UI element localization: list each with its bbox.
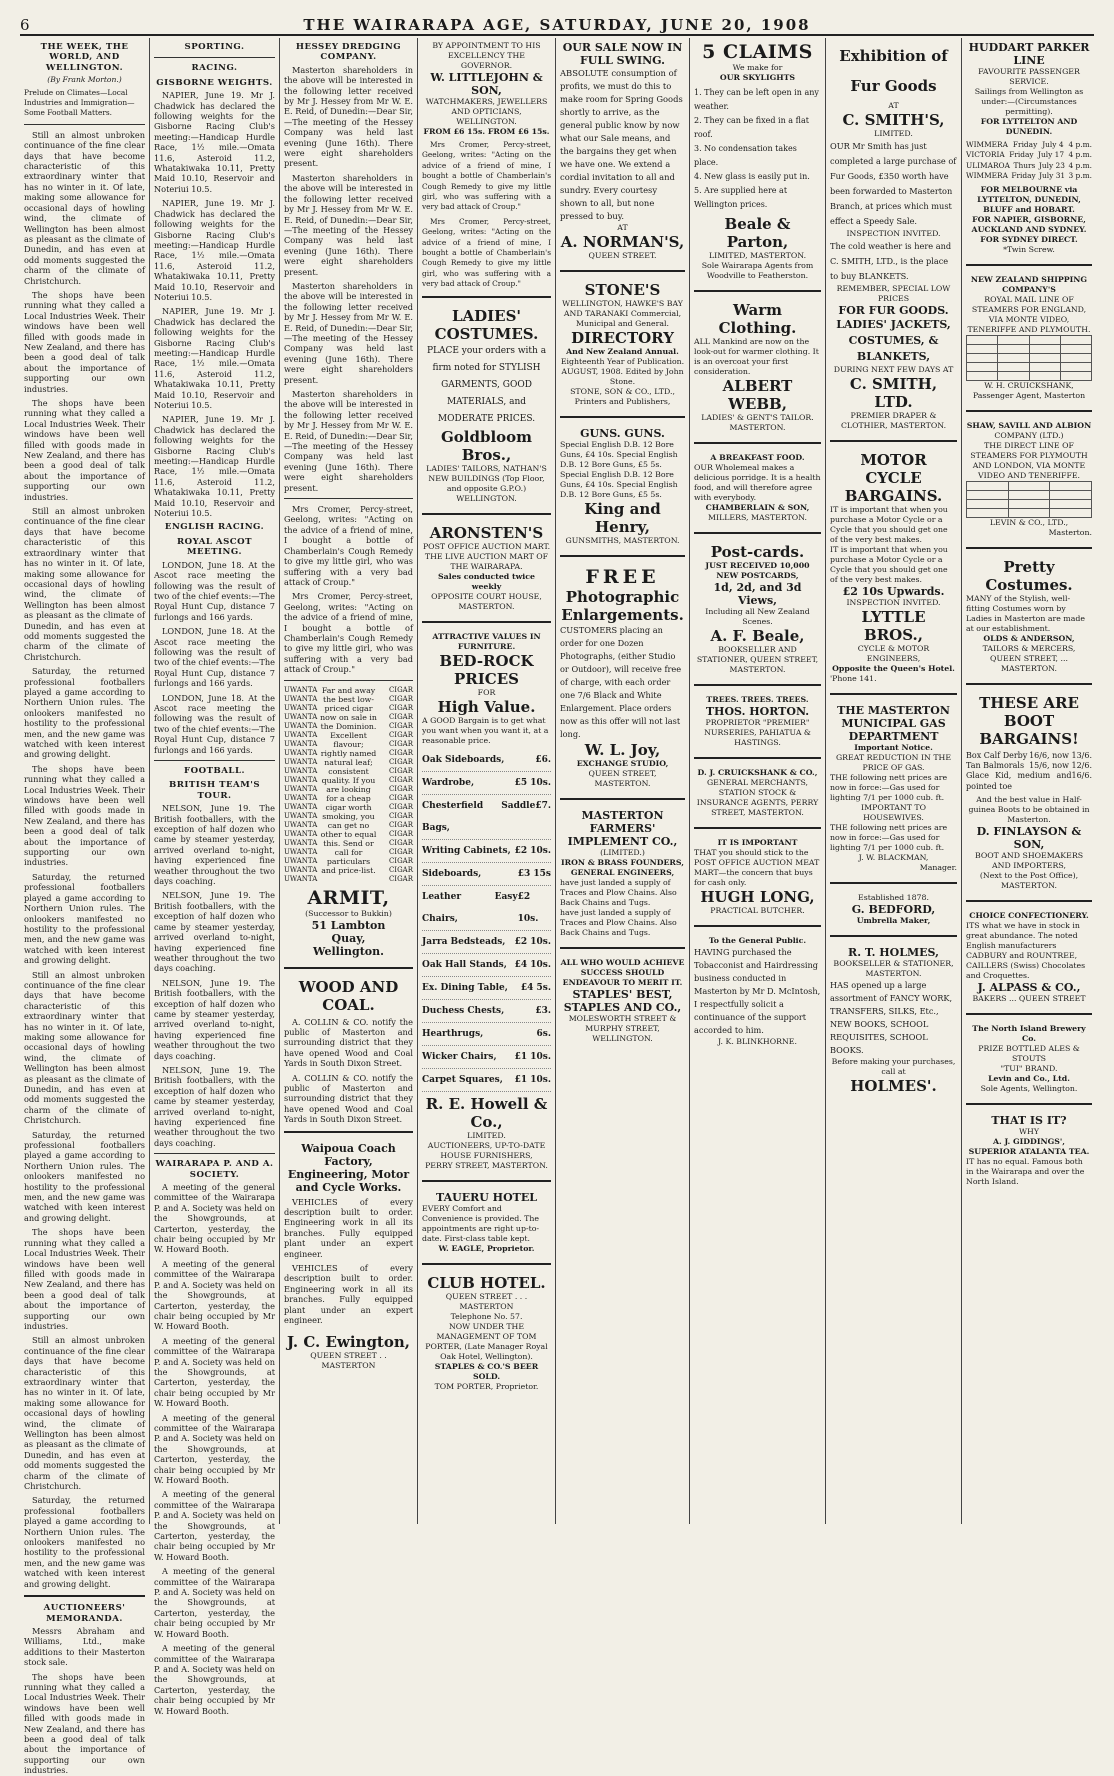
furniture-price: 6s.	[536, 1028, 551, 1039]
article-paragraph: Mrs Cromer, Percy-street, Geelong, writes: "Acting on the advice of a friend of mine, I bought a bottle of Chamberlain's Cough Remedy to give my little girl, who was suffering with a very bad attack of Croup."	[284, 591, 413, 675]
section-heading: AUCTIONEERS' MEMORANDA.	[43, 1603, 126, 1624]
column-7	[826, 38, 962, 1524]
furniture-price: £1 10s.	[514, 1051, 551, 1062]
claim-item: 3. No condensation takes place.	[694, 144, 797, 167]
sailing-date: July 4	[1042, 140, 1064, 149]
farmers-implement-advert: MASTERTON FARMERS' IMPLEMENT CO., (LIMITED.) IRON & BRASS FOUNDERS, GENERAL ENGINEERS, have just landed a supply of Traces and Plow Chains. Also Back Chains and Tugs. have just landed a supply of Traces and Plow Chains. Also Back Chains and Tugs.	[560, 809, 684, 937]
ewington-name: J. C. Ewington,	[287, 1332, 410, 1351]
column-6: 5 CLAIMS We make for OUR SKYLIGHTS 1. They can be left open in any weather. 2. They can be fixed in a flat roof. 3. No condensation takes place. 4. New glass is easily put in. 5. Are supplied here at Wellington prices. Beale & Parton, LIMITED, MASTERTON. Sole Wairarapa Agents from Woodville to Featherston. Warm Clothing. ALL Mankind are now on the look-out for warmer clothing. It is an overcoat your first consideration. ALBERT WEBB, LADIES' & GENT'S TAILOR. MASTERTON. A BREAKFAST FOOD. OUR Wholemeal makes a delicious porridge. It is a health food, and will therefore agree with everybody. CHAMBERLAIN & SON, MILLERS, MASTERTON. Post-cards. JUST RECEIVED 10,000 NEW POSTCARDS, 1d, 2d, and 3d Views, Including all New Zealand Scenes. A. F. Beale, BOOKSELLER AND STATIONER, QUEEN STREET, MASTERTON. TREES. TREES. TREES. THOS. HORTON. PROPRIETOR "PREMIER" NURSERIES, PAHIATUA & HASTINGS. D. J. CRUICKSHANK & CO., GENERAL MERCHANTS, STATION STOCK & INSURANCE AGENTS, PERRY STREET, MASTERTON. IT IS IMPORTANT THAT you should stick to the POST OFFICE AUCTION MEAT MART—the concern that buys for cash only. HUGH LONG, PRACTICAL BUTCHER. To the General Public. HAVING purchased the Tobacconist and Hairdressing business conducted in Masterton by Mr D. McIntosh, I respectfully solicit a continuance of the support accorded to him. J. K. BLINKHORNE.	[690, 38, 826, 1524]
lyttle-motor-advert: MOTOR CYCLE BARGAINS. IT is important that when you purchase a Motor Cycle or a Cycle that you should get one of the very best makes. IT is important that when you purchase a Motor Cycle or a Cycle that you should get one of the very best makes. £2 10s Upwards. INSPECTION INVITED. LYTTLE BROS., CYCLE & MOTOR ENGINEERS, Opposite the Queen's Hotel. 'Phone 141.	[830, 451, 955, 683]
stone-directory-advert: STONE'S WELLINGTON, HAWKE'S BAY AND TARANAKI Commercial, Municipal and General. DIRECTORY And New Zealand Annual. Eighteenth Year of Publication. AUGUST, 1908. Edited by John Stone. STONE, SON & CO., LTD., Printers and Publishers,	[560, 281, 685, 406]
furniture-price-row	[422, 1000, 551, 1023]
sailing-ship: WIMMERA	[966, 140, 1008, 149]
brewery-advert: The North Island Brewery Co. PRIZE BOTTLED ALES & STOUTS "TUI" BRAND. Levin and Co., Ltd. Sole Agents, Wellington.	[972, 1024, 1086, 1094]
article-paragraph: Mrs Cromer, Percy-street, Geelong, writes: "Acting on the advice of a friend of mine, I bought a bottle of Chamberlain's Cough Remedy to give my little girl, who was suffering with a very bad attack of Croup."	[284, 504, 413, 587]
sailing-time: 3 p.m.	[1068, 171, 1092, 181]
article-paragraph: A. COLLIN & CO. notify the public of Masterton and surrounding district that they have opened Wood and Coal Yards in South Dixon Street.	[284, 1072, 413, 1125]
finlayson-advert: THESE ARE BOOT BARGAINS!	[979, 693, 1079, 748]
nz-shipping-advert: NEW ZEALAND SHIPPING COMPANY'S ROYAL MAIL LINE OF STEAMERS FOR ENGLAND, VIA MONTE VIDEO, TENERIFFE AND PLYMOUTH. W. H. CRUICKSHANK, Passenger Agent, Masterton	[967, 274, 1091, 400]
column-8: HUDDART PARKER LINE FAVOURITE PASSENGER SERVICE. Sailings from Wellington as under:—(Circumstances permitting). FOR LYTTELTON AND DUNEDIN. WIMMERA Friday July 4 4 p.m. VICTORIA Friday July 17 4 p.m. ULIMAROA Thurs July 23 4 p.m. WIMMERA Friday July 31 3 p.m. FOR MELBOURNE via LYTTELTON, DUNEDIN, BLUFF and HOBART. FOR NAPIER, GISBORNE, AUCKLAND AND SYDNEY. FOR SYDNEY DIRECT. *Twin Screw. NEW ZEALAND SHIPPING COMPANY'S ROYAL MAIL LINE OF STEAMERS FOR ENGLAND, VIA MONTE VIDEO, TENERIFFE AND PLYMOUTH. W. H. CRUICKSHANK, Passenger Agent, Masterton SHAW, SAVILL AND ALBION COMPANY (LTD.) THE DIRECT LINE OF STEAMERS FOR PLYMOUTH AND LONDON, VIA MONTE VIDEO AND TENERIFFE. LEVIN & CO., LTD., Masterton. Pretty Costumes. MANY of the Stylish, well-fitting Costumes worn by Ladies in Masterton are made at our establishment. OLDS & ANDERSON, TAILORS & MERCERS, QUEEN STREET, ... MASTERTON. THESE ARE BOOT BARGAINS! Box Calf Derby 16/6, now 13/6. Tan Balmorals 15/6, now 12/6. Glace Kid, medium and pointed toe 16/6. And the best value in Half-guinea Boots to be obtained in Masterton. D. FINLAYSON & SON, BOOT AND SHOEMAKERS AND IMPORTERS, (Next to the Post Office), MASTERTON. CHOICE CONFECTIONERY. ITS what we have in stock in great abundance. The noted English manufacturers CADBURY and ROUNTREE, CAILLERS (Swiss) Chocolates and Croquettes. J. ALPASS & CO., BAKERS ... QUEEN STREET The North Island Brewery Co. PRIZE BOTTLED ALES & STOUTS "TUI" BRAND. Levin and Co., Ltd. Sole Agents, Wellington. THAT IS IT? WHY A. J. GIDDINGS', SUPERIOR ATALANTA TEA. IT has no equal. Famous both in the Wairarapa and over the North Island.	[962, 38, 1096, 1524]
furniture-item: Oak Hall Stands,	[422, 959, 507, 970]
sailings-list	[966, 140, 1092, 182]
sailing-time: 4 p.m.	[1068, 160, 1092, 170]
article-paragraph: LONDON, June 18. At the Ascot race meeting the following was the result of two of the chief events:—The Royal Hunt Cup, distance 7 furlongs and 166 yards.	[154, 692, 275, 755]
section-heading: SPORTING.	[184, 42, 245, 52]
littlejohn-advert: BY APPOINTMENT TO HIS EXCELLENCY THE GOVERNOR. W. LITTLEJOHN & SON, WATCHMAKERS, JEWELLERS AND OPTICIANS, WELLINGTON. FROM £6 15s. FROM £6 15s.	[423, 41, 550, 136]
sailing-date: July 17	[1038, 150, 1065, 160]
article-paragraph: A meeting of the general committee of the Wairarapa P. and A. Society was held on the Showgrounds, at Carterton, yesterday, the chair being occupied by Mr W. Howard Booth.	[154, 1566, 275, 1639]
sailing-date: July 31	[1039, 171, 1066, 181]
furniture-item: Writing Cabinets,	[422, 845, 511, 856]
article-paragraph: The shops have been running what they called a Local Industries Week. Their windows have been well filled with goods made in New Zealand, and there has been a good deal of talk about the importance of supporting our own industries.	[24, 289, 145, 394]
nzs-schedule-table	[966, 335, 1092, 381]
king-henry-advert: GUNS. GUNS. Special English D.B. 12 Bore Guns, £4 10s. Special English D.B. 12 Bore Guns, £5 5s. Special English D.B. 12 Bore Guns, £4 10s. Special English D.B. 12 Bore Guns, £5 5s. King and Henry, GUNSMITHS, MASTERTON.	[560, 427, 680, 545]
sailing-ship: VICTORIA	[966, 150, 1005, 160]
furniture-price: £4 5s.	[520, 982, 551, 993]
column-1	[20, 38, 150, 1776]
article-paragraph: LONDON, June 18. At the Ascot race meeting the following was the result of two of the chief events:—The Royal Hunt Cup, distance 7 furlongs and 166 yards.	[154, 626, 275, 689]
furniture-item: Wardrobe,	[422, 777, 475, 788]
byline: (By Frank Morton.)	[47, 75, 122, 85]
article-paragraph: Messrs Abraham and Williams, Ltd., make additions to their Masterton stock sale.	[24, 1625, 145, 1668]
article-paragraph: A meeting of the general committee of the Wairarapa P. and A. Society was held on the Showgrounds, at Carterton, yesterday, the chair being occupied by Mr W. Howard Booth.	[154, 1335, 275, 1409]
boot-price: 15/6, now 12/6.	[1029, 761, 1092, 771]
furniture-item: Hearthrugs,	[422, 1028, 484, 1039]
article-paragraph: The shops have been running what they called a Local Industries Week. Their windows have been well filled with goods made in New Zealand, and there has been a good deal of talk about the importance of supporting our own industries.	[24, 398, 145, 502]
article-paragraph: Saturday, the returned professional footballers played a game according to Northern Union rules. The onlookers manifested no hostility to the professional men, and the new game was watched with keen interest and growing delight.	[24, 1495, 145, 1589]
furniture-item: Ex. Dining Table,	[422, 982, 508, 993]
furniture-item: Oak Sideboards,	[422, 754, 505, 765]
furniture-price-row	[422, 977, 551, 1000]
article-paragraph: A meeting of the general committee of the Wairarapa P. and A. Society was held on the Showgrounds, at Carterton, yesterday, the chair being occupied by Mr W. Howard Booth.	[154, 1489, 275, 1562]
fbeale-postcards-advert: Post-cards. JUST RECEIVED 10,000 NEW POSTCARDS, 1d, 2d, and 3d Views, Including all New Zealand Scenes. A. F. Beale, BOOKSELLER AND STATIONER, QUEEN STREET, MASTERTON.	[696, 543, 819, 674]
article-paragraph: Masterton shareholders in the above will be interested in the following letter received by Mr J. Hessey from Mr W. E. E. Reid, of Dunedin:—Dear Sir,—The meeting of the Hessey Company was held last evening (June 16th). There were eight shareholders present.	[284, 64, 413, 169]
furniture-item: Leather Easy Chairs,	[422, 891, 518, 924]
staples-advert: ALL WHO WOULD ACHIEVE SUCCESS SHOULD ENDEAVOUR TO MERIT IT. STAPLES' BEST, STAPLES AND CO., MOLESWORTH STREET & MURPHY STREET, WELLINGTON.	[560, 958, 685, 1043]
beale-parton-advert: 5 CLAIMS We make for OUR SKYLIGHTS	[702, 41, 813, 82]
subsection-heading: ROYAL ASCOT MEETING.	[176, 536, 252, 558]
furniture-price: £6.	[535, 754, 551, 765]
webb-advert: Warm Clothing. ALL Mankind are now on the look-out for warmer clothing. It is an overcoat your first consideration. ALBERT WEBB, LADIES' & GENT'S TAILOR. MASTERTON.	[694, 301, 819, 432]
article-paragraph: A meeting of the general committee of the Wairarapa P. and A. Society was held on the Showgrounds, at Carterton, yesterday, the chair being occupied by Mr W. Howard Booth.	[154, 1412, 275, 1485]
article-paragraph: Masterton shareholders in the above will be interested in the following letter received by Mr J. Hessey from Mr W. E. E. Reid, of Dunedin:—Dear Sir,—The meeting of the Hessey Company was held last evening (June 16th). There were eight shareholders present.	[284, 172, 413, 277]
article-paragraph: Saturday, the returned professional footballers played a game according to Northern Union rules. The onlookers manifested no hostility to the professional men, and the new game was watched with keen interest and growing delight.	[24, 871, 145, 966]
furniture-price-row	[422, 886, 551, 931]
column-4: BY APPOINTMENT TO HIS EXCELLENCY THE GOVERNOR. W. LITTLEJOHN & SON, WATCHMAKERS, JEWELLERS AND OPTICIANS, WELLINGTON. FROM £6 15s. FROM £6 15s. Mrs Cromer, Percy-street, Geelong, writes: "Acting on the advice of a friend of mine, I bought a bottle of Chamberlain's Cough Remedy to give my little girl, who was suffering with a very bad attack of Croup." Mrs Cromer, Percy-street, Geelong, writes: "Acting on the advice of a friend of mine, I bought a bottle of Chamberlain's Cough Remedy to give my little girl, who was suffering with a very bad attack of Croup." LADIES' COSTUMES. PLACE your orders with a firm noted for STYLISH GARMENTS, GOOD MATERIALS, and MODERATE PRICES. Goldbloom Bros., LADIES' TAILORS, NATHAN'S NEW BUILDINGS (Top Floor, and opposite G.P.O.) WELLINGTON. ARONSTEN'S POST OFFICE AUCTION MART. THE LIVE AUCTION MART OF THE WAIRARAPA. Sales conducted twice weekly OPPOSITE COURT HOUSE, MASTERTON. ATTRACTIVE VALUES IN FURNITURE. BED-ROCK PRICES FOR High Value. A GOOD Bargain is to get what you want when you want it, at a reasonable price. Oak Sideboards, £6. Wardrobe, £5 10s. Chesterfield Saddle Bags, £7. Writing Cabinets, £2 10s. Sideboards, £3 15s Leather Easy Chairs, £2 10s. Jarra Bedsteads, £2 10s. Oak Hall Stands, £4 10s. Ex. Dining Table, £4 5s. Duchess Chests, £3. Hearthrugs, 6s. Wicker Chairs, £1 10s. Carpet Squares, £1 10s. R. E. Howell & Co., LIMITED. AUCTIONEERS, UP-TO-DATE HOUSE FURNISHERS, PERRY STREET, MASTERTON. TAUERU HOTEL EVERY Comfort and Convenience is provided. The appointments are right up-to-date. First-class table kept. W. EAGLE, Proprietor. CLUB HOTEL. QUEEN STREET . . . MASTERTON Telephone No. 57. NOW UNDER THE MANAGEMENT OF TOM PORTER, (Late Manager Royal Oak Hotel, Wellington). STAPLES & CO.'S BEER SOLD. TOM PORTER, Proprietor.	[418, 38, 556, 1524]
subsection-heading: RACING.	[191, 63, 238, 74]
sailing-day: Friday	[1011, 171, 1036, 181]
article-paragraph: A meeting of the general committee of the Wairarapa P. and A. Society was held on the Showgrounds, at Carterton, yesterday, the chair being occupied by Mr W. Howard Booth.	[154, 1258, 275, 1332]
sailing-row	[966, 140, 1092, 150]
article-paragraph: LONDON, June 18. At the Ascot race meeting the following was the result of two of the chief events:—The Royal Hunt Cup, distance 7 furlongs and 166 yards.	[154, 559, 275, 622]
sailing-day: Friday	[1009, 150, 1034, 160]
cruickshank-advert: D. J. CRUICKSHANK & CO., GENERAL MERCHANTS, STATION STOCK & INSURANCE AGENTS, PERRY STREET, MASTERTON.	[696, 768, 819, 817]
sailing-ship: WIMMERA	[966, 171, 1008, 181]
smith-fur-advert: Exhibition of Fur Goods AT C. SMITH'S, LIMITED. OUR Mr Smith has just completed a large purchase of Fur Goods, £350 worth have been forwarded to Masterton Branch, at prices which must effect a Speedy Sale. INSPECTION INVITED. The cold weather is here and C. SMITH, LTD., is the place to buy BLANKETS. REMEMBER, SPECIAL LOW PRICES FOR FUR GOODS. LADIES' JACKETS, COSTUMES, & BLANKETS, DURING NEXT FEW DAYS AT C. SMITH, LTD. PREMIER DRAPER & CLOTHIER, MASTERTON.	[830, 47, 957, 430]
boot-price-row	[966, 751, 1092, 761]
claim-item: 5. Are supplied here at Wellington prices.	[694, 186, 788, 209]
boots-price-list	[966, 751, 1092, 793]
furniture-price-row	[422, 1023, 551, 1046]
column-5	[556, 38, 690, 1524]
furniture-price: £3 15s	[517, 868, 551, 879]
boot-item: Tan Balmorals	[966, 761, 1025, 771]
masthead	[20, 12, 1094, 36]
subsection-heading: BRITISH TEAM'S TOUR.	[168, 780, 261, 801]
sailing-row	[966, 161, 1092, 171]
wood-coal-advert: WOOD AND COAL.	[298, 977, 399, 1014]
article-paragraph: VEHICLES of every description built to order. Engineering work in all its branches. Fully equipped plant under an expert engineer.	[284, 1196, 413, 1259]
article-heading: HESSEY DREDGING COMPANY.	[295, 42, 402, 63]
article-prelude: Prelude on Climates—Local Industries and Immigration—Some Football Matters.	[24, 87, 135, 118]
armit-name: ARMIT,	[307, 886, 390, 909]
article-paragraph: Still an almost unbroken continuance of the fine clear days that have become characteristic of this extraordinary winter that has no winter in it. Of late, making some allowance for occasional days of howling wind, the climate of Wellington has been almost as pleasant as the climate of Dunedin, and has even at odd moments suggested the charm of the climate of Christchurch.	[24, 506, 145, 662]
article-paragraph: NELSON, June 19. The British footballers, with the exception of half dozen who came by steamer yesterday, arrived overland to-night, having experienced fine weather throughout the two days coaching.	[154, 977, 275, 1061]
furniture-price-row	[422, 749, 551, 772]
columns	[20, 38, 1096, 1776]
page-number: 6	[20, 16, 30, 34]
sailing-row	[966, 150, 1092, 160]
subsection-heading: FOOTBALL.	[184, 766, 245, 776]
subsection-heading: WAIRARAPA P. AND A. SOCIETY.	[155, 1159, 274, 1180]
sailing-day: Friday	[1012, 140, 1038, 149]
column-2	[150, 38, 280, 1716]
column-3: HESSEY DREDGING COMPANY. Masterton shareholders in the above will be interested in the following letter received by Mr J. Hessey from Mr W. E. E. Reid, of Dunedin:—Dear Sir,—The meeting of the Hessey Company was held last evening (June 16th). There were eight shareholders present. Masterton shareholders in the above will be interested in the following letter received by Mr J. Hessey from Mr W. E. E. Reid, of Dunedin:—Dear Sir,—The meeting of the Hessey Company was held last evening (June 16th). There were eight shareholders present. Masterton shareholders in the above will be interested in the following letter received by Mr J. Hessey from Mr W. E. E. Reid, of Dunedin:—Dear Sir,—The meeting of the Hessey Company was held last evening (June 16th). There were eight shareholders present. Masterton shareholders in the above will be interested in the following letter received by Mr J. Hessey from Mr W. E. E. Reid, of Dunedin:—Dear Sir,—The meeting of the Hessey Company was held last evening (June 16th). There were eight shareholders present. Mrs Cromer, Percy-street, Geelong, writes: "Acting on the advice of a friend of mine, I bought a bottle of Chamberlain's Cough Remedy to give my little girl, who was suffering with a very bad attack of Croup." Mrs Cromer, Percy-street, Geelong, writes: "Acting on the advice of a friend of mine, I bought a bottle of Chamberlain's Cough Remedy to give my little girl, who was suffering with a very bad attack of Croup." UWANTA UWANTA UWANTA UWANTA UWANTA UWANTA UWANTA UWANTA UWANTA UWANTA UWANTA UWANTA UWANTA UWANTA UWANTA UWANTA UWANTA UWANTA UWANTA UWANTA UWANTA UWANTA Far and away the best low-priced cigar now on sale in the Dominion. Excellent flavour; rightly named natural leaf; consistent quality. If you are looking for a cheap cigar worth smoking, you can get no other to equal this. Send or call for particulars and price-list. CIGAR CIGAR CIGAR CIGAR CIGAR CIGAR CIGAR CIGAR CIGAR CIGAR CIGAR CIGAR CIGAR CIGAR CIGAR CIGAR CIGAR CIGAR CIGAR CIGAR CIGAR CIGAR ARMIT, (Successor to Bukkin) 51 Lambton Quay, Wellington. WOOD AND COAL. A. COLLIN & CO. notify the public of Masterton and surrounding district that they have opened Wood and Coal Yards in South Dixon Street. A. COLLIN & CO. notify the public of Masterton and surrounding district that they have opened Wood and Coal Yards in South Dixon Street. Waipoua Coach Factory, Engineering, Motor and Cycle Works. VEHICLES of every description built to order. Engineering work in all its branches. Fully equipped plant under an expert engineer. VEHICLES of every description built to order. Engineering work in all its branches. Fully equipped plant under an expert engineer. J. C. Ewington, QUEEN STREET . . MASTERTON	[280, 38, 418, 1524]
furniture-price: £5 10s.	[514, 777, 551, 788]
furniture-price: £7.	[535, 800, 551, 811]
furniture-price-row	[422, 795, 551, 840]
furniture-price: £3.	[535, 1005, 551, 1016]
claim-item: 2. They can be fixed in a flat roof.	[694, 116, 809, 139]
blinkhorne-advert: To the General Public. HAVING purchased the Tobacconist and Hairdressing business conducted in Masterton by Mr D. McIntosh, I respectfully solicit a continuance of the support accorded to him. J. K. BLINKHORNE.	[694, 936, 821, 1046]
furniture-item: Sideboards,	[422, 868, 482, 879]
gas-department-advert: THE MASTERTON MUNICIPAL GAS DEPARTMENT Important Notice. GREAT REDUCTION IN THE PRICE OF GAS. THE following nett prices are now in force:—Gas used for lighting 7/1 per 1000 cub. ft. IMPORTANT TO HOUSEWIVES. THE following nett prices are now in force:—Gas used for lighting 7/1 per 1000 cub. ft. J. W. BLACKMAN, Manager.	[830, 704, 957, 872]
sailing-time: 4 p.m.	[1068, 150, 1092, 160]
article-paragraph: NAPIER, June 19. Mr J. Chadwick has declared the following weights for the Gisborne Racing Club's meeting:—Handicap Hurdle Race, 1½ mile.—Omata 11.6, Asteroid 11.2, Whatakiwaka 10.11, Pretty Maid 10.10, Reservoir and Noteriui 10.5.	[154, 198, 275, 302]
article-paragraph: NELSON, June 19. The British footballers, with the exception of half dozen who came by steamer yesterday, arrived overland to-night, having experienced fine weather throughout the two days coaching.	[154, 890, 275, 974]
article-paragraph: Still an almost unbroken continuance of the fine clear days that have become characteristic of this extraordinary winter that has no winter in it. Of late, making some allowance for occasional days of howling wind, the climate of Wellington has been almost as pleasant as the climate of Dunedin, and has even at odd moments suggested the charm of the climate of Christchurch.	[24, 1335, 145, 1492]
article-paragraph: NELSON, June 19. The British footballers, with the exception of half dozen who came by steamer yesterday, arrived overland to-night, having experienced fine weather throughout the two days coaching.	[154, 803, 275, 887]
furniture-item: Chesterfield Saddle Bags,	[422, 800, 536, 833]
furniture-price-row	[422, 1046, 551, 1069]
furniture-item: Carpet Squares,	[422, 1074, 503, 1085]
furniture-price-row	[422, 840, 551, 863]
furniture-price-list	[422, 749, 551, 1092]
article-heading: THE WEEK, THE WORLD, AND WELLINGTON.	[40, 42, 129, 73]
shaw-savill-advert: SHAW, SAVILL AND ALBION COMPANY (LTD.) THE DIRECT LINE OF STEAMERS FOR PLYMOUTH AND LONDON, VIA MONTE VIDEO AND TENERIFFE. LEVIN & CO., LTD., Masterton.	[966, 420, 1092, 537]
ladies-costumes-advert: LADIES' COSTUMES. PLACE your orders with a firm noted for STYLISH GARMENTS, GOOD MATERIALS, and MODERATE PRICES. Goldbloom Bros., LADIES' TAILORS, NATHAN'S NEW BUILDINGS (Top Floor, and opposite G.P.O.) WELLINGTON.	[426, 306, 547, 503]
article-paragraph: A. COLLIN & CO. notify the public of Masterton and surrounding district that they have opened Wood and Coal Yards in South Dixon Street.	[284, 1016, 413, 1069]
claims-list	[694, 86, 821, 212]
claim-item: 1. They can be left open in any weather.	[694, 88, 819, 111]
joy-photo-advert: FREE Photographic Enlargements. CUSTOMERS placing an order for one Dozen Photographs, (either Studio or Outdoor), will receive free of charge, with each order one 7/6 Black and White Enlargement. Place orders now as this offer will not last long. W. L. Joy, EXCHANGE STUDIO, QUEEN STREET, MASTERTON.	[560, 566, 684, 788]
furniture-price: £1 10s.	[514, 1074, 551, 1085]
claim-item: 4. New glass is easily put in.	[694, 172, 810, 181]
furniture-price: £2 10s.	[514, 936, 551, 947]
furniture-price-row	[422, 931, 551, 954]
aronsten-advert: ARONSTEN'S POST OFFICE AUCTION MART. THE LIVE AUCTION MART OF THE WAIRARAPA. Sales conducted twice weekly OPPOSITE COURT HOUSE, MASTERTON.	[422, 523, 551, 611]
furniture-item: Wicker Chairs,	[422, 1051, 497, 1062]
furniture-price: £4 10s.	[514, 959, 551, 970]
giddings-tea-advert: THAT IS IT? WHY A. J. GIDDINGS', SUPERIOR ATALANTA TEA. IT has no equal. Famous both in the Wairarapa and over the North Island.	[966, 1114, 1090, 1187]
article-paragraph: NELSON, June 19. The British footballers, with the exception of half dozen who came by steamer yesterday, arrived overland to-night, having experienced fine weather throughout the two days coaching.	[154, 1064, 275, 1148]
article-paragraph: A meeting of the general committee of the Wairarapa P. and A. Society was held on the Showgrounds, at Carterton, yesterday, the chair being occupied by Mr W. Howard Booth.	[154, 1643, 275, 1716]
holmes-advert: R. T. HOLMES, BOOKSELLER & STATIONER, MASTERTON. HAS opened up a large assortment of FANCY WORK, TRANSFERS, SILKS, Etc., NEW BOOKS, SCHOOL REQUISITES, SCHOOL BOOKS. Before making your purchases, call at HOLMES'.	[830, 946, 956, 1095]
article-paragraph: NAPIER, June 19. Mr J. Chadwick has declared the following weights for the Gisborne Racing Club's meeting:—Handicap Hurdle Race, 1½ mile.—Omata 11.6, Asteroid 11.2, Whatakiwaka 10.11, Pretty Maid 10.10, Reservoir and Noteriui 10.5.	[154, 414, 275, 519]
furniture-price-row	[422, 1069, 551, 1092]
article-paragraph: The shops have been running what they called a Local Industries Week. Their windows have been well filled with goods made in New Zealand, and there has been a good deal of talk about the importance of supporting our own industries.	[24, 1671, 145, 1776]
sailing-day: Thurs	[1013, 160, 1036, 170]
article-paragraph: Still an almost unbroken continuance of the fine clear days that have become characteristic of this extraordinary winter that has no winter in it. Of late, making some allowance for occasional days of howling wind, the climate of Wellington has been almost as pleasant as the climate of Dunedin, and has even at odd moments suggested the charm of the climate of Christchurch.	[24, 969, 145, 1126]
article-paragraph: VEHICLES of every description built to order. Engineering work in all its branches. Fully equipped plant under an expert engineer.	[284, 1263, 413, 1326]
subsection-heading: ENGLISH RACING.	[164, 522, 265, 533]
subsection-heading: GISBORNE WEIGHTS.	[156, 77, 273, 88]
horton-trees-advert: TREES. TREES. TREES. THOS. HORTON. PROPRIETOR "PREMIER" NURSERIES, PAHIATUA & HASTINGS.	[704, 695, 811, 747]
boot-price-row	[966, 761, 1092, 771]
furniture-price-row	[422, 772, 551, 795]
furniture-price-row	[422, 863, 551, 886]
sailing-ship: ULIMAROA	[966, 160, 1010, 170]
armit-advert: ARMIT, (Successor to Bukkin) 51 Lambton Quay, Wellington.	[284, 884, 413, 961]
bedford-umbrella-advert: Established 1878. G. BEDFORD, Umbrella Maker,	[851, 893, 936, 925]
boot-price-row	[966, 771, 1092, 792]
article-paragraph: NAPIER, June 19. Mr J. Chadwick has declared the following weights for the Gisborne Racing Club's meeting:—Handicap Hurdle Race, 1½ mile.—Omata 11.6, Asteroid 11.2, Whatakiwaka 10.11, Pretty Maid 10.10, Reservoir and Noteriui 10.5.	[154, 90, 275, 194]
sailing-time: 4 p.m.	[1068, 140, 1092, 149]
sailing-row	[966, 171, 1092, 181]
article-paragraph: The shops have been running what they called a Local Industries Week. Their windows have been well filled with goods made in New Zealand, and there has been a good deal of talk about the importance of supporting our own industries.	[24, 763, 145, 868]
boot-item: Glace Kid, medium and pointed toe	[966, 771, 1072, 791]
alpass-advert: CHOICE CONFECTIONERY. ITS what we have in stock in great abundance. The noted English manufacturers CADBURY and ROUNTREE, CAILLERS (Swiss) Chocolates and Croquettes. J. ALPASS & CO., BAKERS ... QUEEN STREET	[966, 911, 1089, 1004]
hugh-long-advert: IT IS IMPORTANT THAT you should stick to the POST OFFICE AUCTION MEAT MART—the concern that buys for cash only. HUGH LONG, PRACTICAL BUTCHER.	[694, 838, 820, 915]
sailing-date: July 23	[1038, 160, 1065, 170]
furniture-item: Jarra Bedsteads,	[422, 936, 506, 947]
coach-factory-advert: Waipoua Coach Factory, Engineering, Motor and Cycle Works.	[287, 1141, 410, 1194]
article-paragraph: Masterton shareholders in the above will be interested in the following letter received by Mr J. Hessey from Mr W. E. E. Reid, of Dunedin:—Dear Sir,—The meeting of the Hessey Company was held last evening (June 16th). There were eight shareholders present.	[284, 280, 413, 385]
huddart-parker-advert: HUDDART PARKER LINE FAVOURITE PASSENGER SERVICE. Sailings from Wellington as under:—(Circumstances permitting). FOR LYTTELTON AND DUNEDIN.	[968, 41, 1090, 136]
article-paragraph: Saturday, the returned professional footballers played a game according to Northern Union rules. The onlookers manifested no hostility to the professional men, and the new game was watched with keen interest and growing delight.	[24, 1129, 145, 1223]
boot-item: Box Calf Derby	[966, 750, 1028, 760]
shaw-schedule-table	[966, 481, 1092, 518]
article-paragraph: A meeting of the general committee of the Wairarapa P. and A. Society was held on the Showgrounds, at Carterton, yesterday, the chair being occupied by Mr W. Howard Booth.	[154, 1182, 275, 1255]
article-paragraph: Still an almost unbroken continuance of the fine clear days that have become characteristic of this extraordinary winter that has no winter in it. Of late, making some allowance for occasional days of howling wind, the climate of Wellington has been almost as pleasant as the climate of Dunedin, and has even at odd moments suggested the charm of the climate of Christchurch.	[24, 129, 145, 286]
boot-price: 16/6.	[1071, 771, 1092, 781]
cigar-advert-text: Far and away the best low-priced cigar now on sale in the Dominion. Excellent flavour; rightly named natural leaf; consistent quality. If you are looking for a cheap cigar worth smoking, you can get no other to equal this. Send or call for particulars and price-list.	[320, 685, 377, 875]
taueru-hotel-advert: TAUERU HOTEL EVERY Comfort and Convenience is provided. The appointments are right up-to-date. First-class table kept. W. EAGLE, Proprietor.	[422, 1190, 540, 1253]
olds-anderson-advert: Pretty Costumes. MANY of the Stylish, well-fitting Costumes worn by Ladies in Masterton are made at our establishment. OLDS & ANDERSON, TAILORS & MERCERS, QUEEN STREET, ... MASTERTON.	[966, 557, 1085, 673]
chamberlain-advert: A BREAKFAST FOOD. OUR Wholemeal makes a delicious porridge. It is a health food, and will therefore agree with everybody. CHAMBERLAIN & SON, MILLERS, MASTERTON.	[694, 453, 821, 522]
furniture-price: £2 10s.	[514, 845, 551, 856]
howell-advert: ATTRACTIVE VALUES IN FURNITURE. BED-ROCK PRICES FOR High Value. A GOOD Bargain is to get what you want when you want it, at a reasonable price.	[422, 631, 549, 745]
furniture-price: £2 10s.	[517, 891, 539, 924]
article-paragraph: Saturday, the returned professional footballers played a game according to Northern Union rules. The onlookers manifested no hostility to the professional men, and the new game was watched with keen interest and growing delight.	[24, 666, 145, 760]
club-hotel-advert: CLUB HOTEL. QUEEN STREET . . . MASTERTON Telephone No. 57. NOW UNDER THE MANAGEMENT OF TOM PORTER, (Late Manager Royal Oak Hotel, Wellington). STAPLES & CO.'S BEER SOLD. TOM PORTER, Proprietor.	[425, 1273, 548, 1391]
furniture-item: Duchess Chests,	[422, 1005, 505, 1016]
furniture-price-row	[422, 954, 551, 977]
article-paragraph: Masterton shareholders in the above will be interested in the following letter received by Mr J. Hessey from Mr W. E. E. Reid, of Dunedin:—Dear Sir,—The meeting of the Hessey Company was held last evening (June 16th). There were eight shareholders present.	[284, 389, 413, 493]
newspaper-title: THE WAIRARAPA AGE, SATURDAY, JUNE 20, 1908	[303, 16, 811, 34]
article-paragraph: The shops have been running what they called a Local Industries Week. Their windows have been well filled with goods made in New Zealand, and there has been a good deal of talk about the importance of supporting our own industries.	[24, 1227, 145, 1331]
cigar-advert: UWANTA UWANTA UWANTA UWANTA UWANTA UWANTA UWANTA UWANTA UWANTA UWANTA UWANTA UWANTA UWANTA UWANTA UWANTA UWANTA UWANTA UWANTA UWANTA UWANTA UWANTA UWANTA Far and away the best low-priced cigar now on sale in the Dominion. Excellent flavour; rightly named natural leaf; consistent quality. If you are looking for a cheap cigar worth smoking, you can get no other to equal this. Send or call for particulars and price-list. CIGAR CIGAR CIGAR CIGAR CIGAR CIGAR CIGAR CIGAR CIGAR CIGAR CIGAR CIGAR CIGAR CIGAR CIGAR CIGAR CIGAR CIGAR CIGAR CIGAR CIGAR CIGAR	[284, 685, 413, 883]
boot-price: 16/6, now 13/6.	[1029, 750, 1092, 760]
article-paragraph: NAPIER, June 19. Mr J. Chadwick has declared the following weights for the Gisborne Racing Club's meeting:—Handicap Hurdle Race, 1½ mile.—Omata 11.6, Asteroid 11.2, Whatakiwaka 10.11, Pretty Maid 10.10, Reservoir and Noteriui 10.5.	[154, 306, 275, 410]
norman-sale-advert: OUR SALE NOW IN FULL SWING. ABSOLUTE consumption of profits, we must do this to make room for Spring Goods shortly to arrive, as the general public know by now what our Sale means, and the bargains they get when we have one. We extend a cordial invitation to all and sundry. Every courtesy shown to all, but none pressed to buy. AT A. NORMAN'S, QUEEN STREET.	[560, 41, 685, 260]
